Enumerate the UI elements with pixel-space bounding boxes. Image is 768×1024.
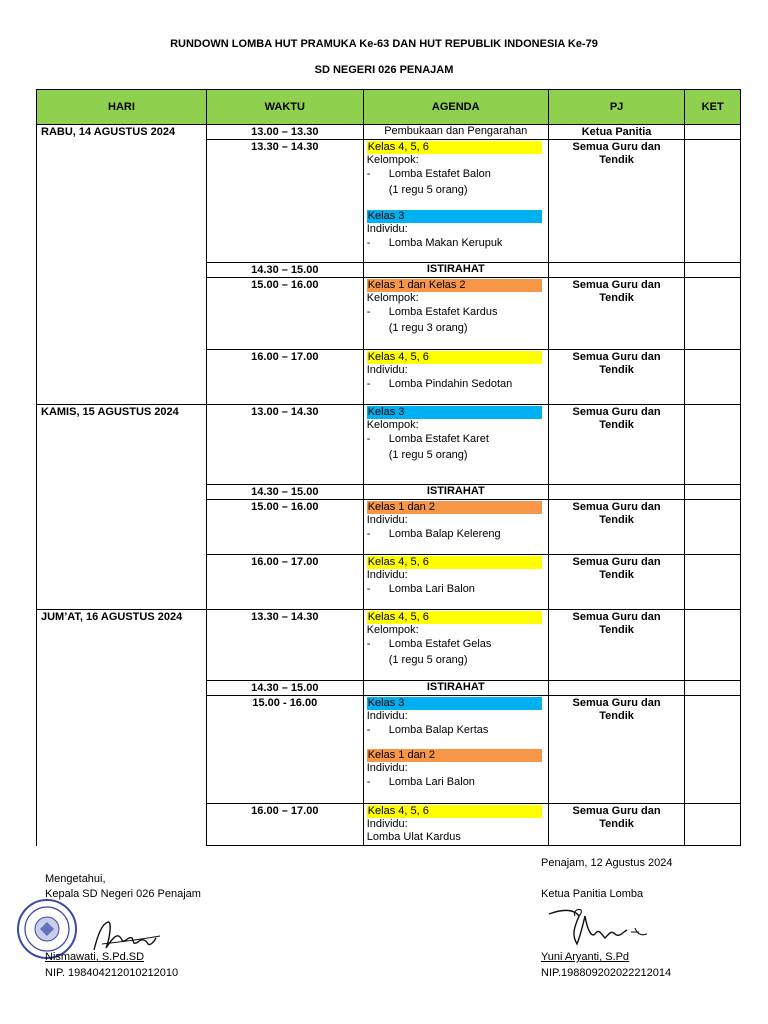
class-label: Kelas 4, 5, 6 xyxy=(367,351,542,364)
day-cell: JUM’AT, 16 AGUSTUS 2024 xyxy=(37,610,207,846)
class-label: Kelas 3 xyxy=(367,406,542,419)
competition-type: Kelompok: xyxy=(366,292,419,304)
time-cell: 16.00 – 17.00 xyxy=(206,804,363,846)
competition-type: Kelompok: xyxy=(366,419,419,431)
competition-type: Individu: xyxy=(366,514,408,526)
pj-cell xyxy=(548,681,685,696)
bullet-dash: - xyxy=(366,638,371,650)
agenda-cell xyxy=(363,610,548,681)
class-label: Kelas 1 dan Kelas 2 xyxy=(367,279,542,292)
principal-nip: NIP. 198404212010212010 xyxy=(45,967,179,979)
bullet-dash: - xyxy=(366,776,371,788)
class-label: Kelas 1 dan 2 xyxy=(367,749,542,762)
list-item xyxy=(367,236,542,250)
pj-cell: Semua Guru dan Tendik xyxy=(548,350,685,405)
ket-cell xyxy=(685,140,741,263)
agenda-cell xyxy=(363,696,548,804)
header-hari: HARI xyxy=(37,90,207,125)
day-cell: RABU, 14 AGUSTUS 2024 xyxy=(37,125,207,405)
pj-cell: Semua Guru dan Tendik xyxy=(548,278,685,350)
class-label: Kelas 3 xyxy=(367,210,542,223)
header-agenda: AGENDA xyxy=(363,90,548,125)
chair-signature-icon xyxy=(545,904,655,954)
ket-cell xyxy=(685,500,741,555)
competition-name: Lomba Estafet Kardus xyxy=(388,306,498,318)
agenda-cell xyxy=(363,555,548,610)
list-item xyxy=(367,775,542,789)
bullet-dash: - xyxy=(366,583,371,595)
school-name: SD NEGERI 026 PENAJAM xyxy=(314,64,454,76)
agenda-cell xyxy=(363,350,548,405)
time-cell: 15.00 – 16.00 xyxy=(206,500,363,555)
agenda-cell xyxy=(363,405,548,485)
class-label: Kelas 1 dan 2 xyxy=(367,501,542,514)
time-cell: 16.00 – 17.00 xyxy=(206,350,363,405)
time-cell: 16.00 – 17.00 xyxy=(206,555,363,610)
header-ket: KET xyxy=(685,90,741,125)
day-cell: KAMIS, 15 AGUSTUS 2024 xyxy=(37,405,207,610)
pj-cell xyxy=(548,263,685,278)
competition-name: Lomba Estafet Balon xyxy=(388,168,491,180)
time-cell: 13.00 – 13.30 xyxy=(206,125,363,140)
committee-role: Ketua Panitia Lomba xyxy=(541,888,644,900)
bullet-dash: - xyxy=(366,724,371,736)
competition-type: Individu: xyxy=(366,364,408,376)
agenda-cell: ISTIRAHAT xyxy=(363,263,548,278)
list-item xyxy=(367,723,542,737)
principal-role: Kepala SD Negeri 026 Penajam xyxy=(45,888,201,900)
list-item xyxy=(367,305,542,319)
bullet-dash: - xyxy=(366,306,371,318)
pj-cell: Semua Guru dan Tendik xyxy=(548,140,685,263)
competition-name: Lomba Estafet Karet xyxy=(388,433,489,445)
time-cell: 15.00 – 16.00 xyxy=(206,278,363,350)
list-item xyxy=(367,377,542,391)
agenda-cell: ISTIRAHAT xyxy=(363,681,548,696)
bullet-dash: - xyxy=(366,168,371,180)
pj-cell: Semua Guru dan Tendik xyxy=(548,804,685,846)
agenda-cell: Pembukaan dan Pengarahan xyxy=(363,125,548,140)
pj-cell: Semua Guru dan Tendik xyxy=(548,610,685,681)
class-label: Kelas 4, 5, 6 xyxy=(367,611,542,624)
time-cell: 13.30 – 14.30 xyxy=(206,140,363,263)
team-note: (1 regu 5 orang) xyxy=(388,184,468,196)
pj-cell xyxy=(548,485,685,500)
pj-cell: Semua Guru dan Tendik xyxy=(548,555,685,610)
chair-nip: NIP.198809202022212014 xyxy=(541,967,672,979)
competition-name: Lomba Lari Balon xyxy=(388,583,475,595)
competition-type: Individu: xyxy=(366,710,408,722)
table-row xyxy=(37,405,741,485)
ket-cell xyxy=(685,610,741,681)
bullet-dash: - xyxy=(366,433,371,445)
agenda-cell: ISTIRAHAT xyxy=(363,485,548,500)
rundown-table xyxy=(36,89,741,846)
bullet-dash: - xyxy=(366,237,371,249)
header-waktu: WAKTU xyxy=(206,90,363,125)
competition-name: Lomba Ulat Kardus xyxy=(366,831,461,843)
class-label: Kelas 4, 5, 6 xyxy=(367,141,542,154)
pj-cell: Ketua Panitia xyxy=(548,125,685,140)
ket-cell xyxy=(685,555,741,610)
agenda-cell xyxy=(363,500,548,555)
ket-cell xyxy=(685,278,741,350)
class-label: Kelas 4, 5, 6 xyxy=(367,805,542,818)
ket-cell xyxy=(685,804,741,846)
time-cell: 14.30 – 15.00 xyxy=(206,263,363,278)
principal-name: Nismawati, S.Pd.SD xyxy=(45,951,145,963)
time-cell: 13.00 – 14.30 xyxy=(206,405,363,485)
bullet-dash: - xyxy=(366,378,371,390)
header-pj: PJ xyxy=(548,90,685,125)
competition-name: Lomba Balap Kelereng xyxy=(388,528,501,540)
ket-cell xyxy=(685,125,741,140)
bullet-dash: - xyxy=(366,528,371,540)
competition-type: Kelompok: xyxy=(366,624,419,636)
time-cell: 14.30 – 15.00 xyxy=(206,681,363,696)
pj-cell: Semua Guru dan Tendik xyxy=(548,500,685,555)
pj-cell: Semua Guru dan Tendik xyxy=(548,696,685,804)
competition-name: Lomba Pindahin Sedotan xyxy=(388,378,513,390)
list-item xyxy=(367,582,542,596)
chair-name: Yuni Aryanti, S.Pd xyxy=(541,951,630,963)
competition-type: Kelompok: xyxy=(366,154,419,166)
list-item xyxy=(367,432,542,446)
competition-type: Individu: xyxy=(366,818,408,830)
competition-name: Lomba Estafet Gelas xyxy=(388,638,492,650)
list-item xyxy=(367,167,542,181)
list-item xyxy=(367,637,542,651)
class-label: Kelas 3 xyxy=(367,697,542,710)
time-cell: 13.30 – 14.30 xyxy=(206,610,363,681)
ket-cell xyxy=(685,350,741,405)
class-label: Kelas 4, 5, 6 xyxy=(367,556,542,569)
competition-name: Lomba Makan Kerupuk xyxy=(388,237,503,249)
table-row xyxy=(37,125,741,140)
team-note: (1 regu 5 orang) xyxy=(388,449,468,461)
team-note: (1 regu 3 orang) xyxy=(388,322,468,334)
list-item xyxy=(367,527,542,541)
time-cell: 14.30 – 15.00 xyxy=(206,485,363,500)
competition-name: Lomba Balap Kertas xyxy=(388,724,489,736)
ket-cell xyxy=(685,681,741,696)
ket-cell xyxy=(685,696,741,804)
team-note: (1 regu 5 orang) xyxy=(388,654,468,666)
agenda-cell xyxy=(363,804,548,846)
agenda-cell xyxy=(363,278,548,350)
competition-type: Individu: xyxy=(366,569,408,581)
acknowledgement-label: Mengetahui, xyxy=(45,873,106,885)
table-row xyxy=(37,610,741,681)
ket-cell xyxy=(685,485,741,500)
place-date: Penajam, 12 Agustus 2024 xyxy=(541,857,673,869)
document-title: RUNDOWN LOMBA HUT PRAMUKA Ke-63 DAN HUT REPUBLIK INDONESIA Ke-79 xyxy=(170,38,598,50)
competition-name: Lomba Lari Balon xyxy=(388,776,475,788)
pj-cell: Semua Guru dan Tendik xyxy=(548,405,685,485)
competition-type: Individu: xyxy=(366,762,408,774)
table-header-row xyxy=(37,90,741,125)
ket-cell xyxy=(685,263,741,278)
competition-type: Individu: xyxy=(366,223,408,235)
agenda-cell xyxy=(363,140,548,263)
ket-cell xyxy=(685,405,741,485)
time-cell: 15.00 - 16.00 xyxy=(206,696,363,804)
